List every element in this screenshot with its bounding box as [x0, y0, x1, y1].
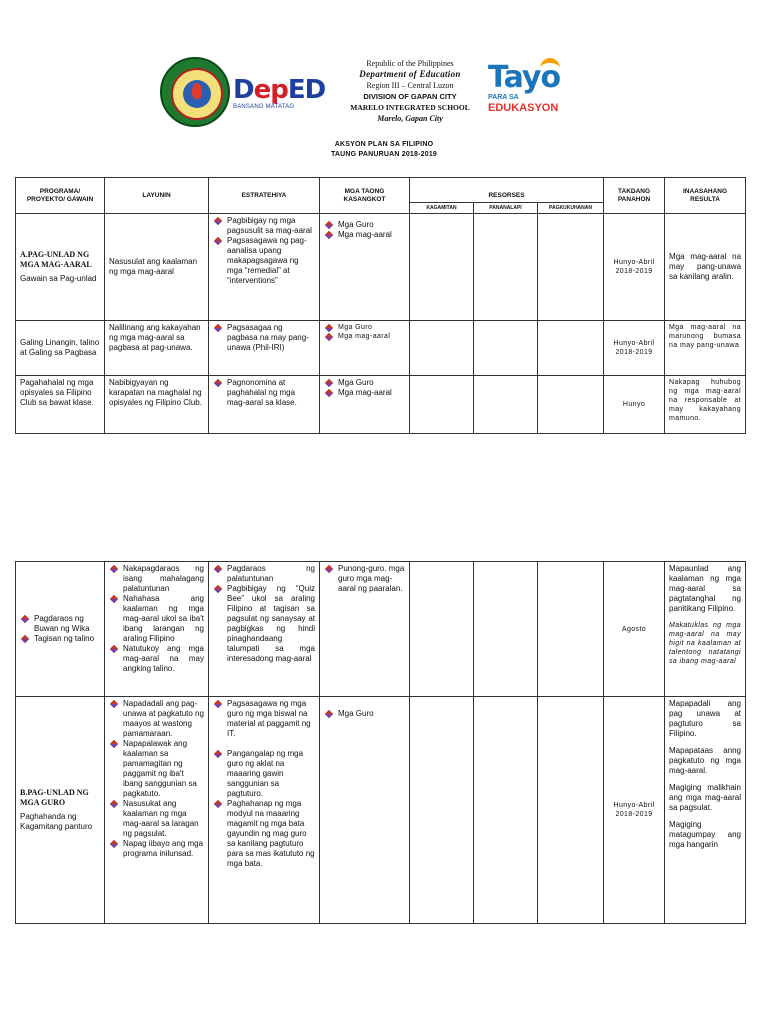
school-seal-logo — [160, 57, 230, 127]
cell-programa: Galing Linangin, talino at Galing sa Pagbasa — [16, 321, 105, 376]
list-item: Napag iibayo ang mga programa inilunsad. — [109, 839, 204, 859]
header-resorses: RESORSES — [410, 178, 604, 203]
cell-resulta: Mga mag-aaral na marunong bumasa na may pang-unawa — [665, 321, 746, 376]
deped-logo — [233, 75, 326, 118]
cheering-figure-icon — [540, 58, 560, 79]
cell-estratehiya — [209, 214, 320, 321]
list-item: Mga Guro — [324, 220, 405, 230]
cell-kasangkot — [320, 321, 410, 376]
cell-programa — [16, 214, 105, 321]
program-subtitle: Paghahanda ng Kagamitang panturo — [20, 812, 93, 831]
cell-pananalapi — [474, 562, 538, 697]
department-line: Department of Education — [359, 69, 461, 79]
cell-pagkukuhanan — [538, 562, 604, 697]
list-item: Pagnonomina at paghahalal ng mga mag-aaral sa klase. — [213, 378, 315, 408]
cell-takdang: Hunyo — [604, 376, 665, 434]
cell-layunin: Nalilinang ang kakayahan ng mga mag-aaral sa pagbasa at pag-unawa. — [105, 321, 209, 376]
list-item: Mga Guro — [324, 323, 405, 332]
list-item: Paghahanap ng mga modyul na maaaring magamit ng mga bata gayundin ng mag guro sa kanilang pagtuturo para sa mas ikatututo ng mga bata. — [213, 799, 315, 869]
cell-kasangkot — [320, 697, 410, 924]
cell-layunin: Nabibigyayan ng karapatan na maghalal ng opisyales ng Filipino Club. — [105, 376, 209, 434]
cell-kagamitan — [410, 214, 474, 321]
list-item: Mga Guro — [324, 709, 405, 719]
cell-takdang: Hunyo-Abril 2018-2019 — [604, 321, 665, 376]
result-text: Magiging matagumpay ang mga hangarin — [669, 820, 741, 849]
tayo-wordmark: Tayo — [488, 60, 561, 95]
seal-core — [183, 80, 211, 108]
list-item: Pagdaraos ng Buwan ng Wika — [20, 614, 100, 634]
cell-pananalapi — [474, 321, 538, 376]
cell-takdang: Hunyo-Abril 2018-2019 — [604, 697, 665, 924]
result-text: Mapaunlad ang kaalaman ng mga mag-aaral sa pagtatanghal ng panitikang Filipino. — [669, 564, 741, 613]
tayo-para-sa-edukasyon-logo — [488, 62, 568, 122]
header-inaasahang-resulta: INAASAHANG RESULTA — [665, 178, 746, 214]
list-item: Mga mag-aaral — [324, 230, 405, 240]
cell-kagamitan — [410, 562, 474, 697]
header-layunin: LAYUNIN — [105, 178, 209, 214]
list-item: Napadadali ang pag-unawa at pagkatuto ng maayos at wastong pamamaraan. — [109, 699, 204, 739]
cell-pagkukuhanan — [538, 697, 604, 924]
cell-resulta: Mga mag-aaral na may pang-unawa sa kanilang aralin. — [665, 214, 746, 321]
division-line: DIVISION OF GAPAN CITY — [363, 92, 457, 101]
list-item: Mga mag-aaral — [324, 332, 405, 341]
result-text: Mapapataas anng pagkatuto ng mga mag-aaral. — [669, 746, 741, 775]
action-plan-table-1 — [15, 177, 746, 434]
tayo-edukasyon: EDUKASYON — [488, 102, 559, 114]
table-row — [16, 376, 746, 434]
cell-kagamitan — [410, 376, 474, 434]
cell-pagkukuhanan — [538, 376, 604, 434]
list-item: Napapalawak ang kaalaman sa pamamagitan ng paggamit ng iba't ibang sanggunian sa pagkatuto. — [109, 739, 204, 799]
table-row — [16, 562, 746, 697]
header-kasangkot: MGA TAONG KASANGKOT — [320, 178, 410, 214]
header-takdang-panahon: TAKDANG PANAHON — [604, 178, 665, 214]
list-item: Pagsasagawa ng mga guro ng mga biswal na material at paggamit ng IT. — [213, 699, 315, 739]
list-item: Tagisan ng talino — [20, 634, 100, 644]
list-item: Mga Guro — [324, 378, 405, 388]
cell-estratehiya — [209, 562, 320, 697]
list-item: Pagdaraos ng palatuntunan — [213, 564, 315, 584]
list-item: Pangangalap ng mga guro ng aklat na maaaring gawin sanggunian sa pagtuturo. — [213, 749, 315, 799]
cell-pagkukuhanan — [538, 321, 604, 376]
cell-programa — [16, 697, 105, 924]
deped-tagline: BANSANG MATATAG — [233, 104, 295, 110]
cell-takdang: Hunyo-Abril 2018-2019 — [604, 214, 665, 321]
school-line: MARELO INTEGRATED SCHOOL — [350, 103, 470, 112]
cell-kagamitan — [410, 697, 474, 924]
cell-resulta — [665, 562, 746, 697]
action-plan-table-2 — [15, 561, 746, 924]
cell-estratehiya — [209, 376, 320, 434]
list-item: Natutukoy ang mga mag-aaral na may angking talino. — [109, 644, 204, 674]
cell-layunin: Nasusulat ang kaalaman ng mga mag-aaral — [105, 214, 209, 321]
list-item: Punong-guro. mga guro mga mag-aaral ng paaralan. — [324, 564, 405, 594]
result-text: Mapapadali ang pag unawa at pagtuturo sa Filipino. — [669, 699, 741, 738]
table-row — [16, 697, 746, 924]
document-title: AKSYON PLAN SA FILIPINO — [334, 141, 434, 148]
header-programa: PROGRAMA/ PROYEKTO/ GAWAIN — [16, 178, 105, 214]
result-text: Magiging malikhain ang mga mag-aaral sa pagsulat. — [669, 783, 741, 812]
cell-estratehiya — [209, 697, 320, 924]
cell-kagamitan — [410, 321, 474, 376]
header-pagkukuhanan: PAGKUKUHANAN — [538, 203, 604, 214]
list-item: Nasusukat ang kaalaman ng mga mag-aaral sa laragan ng pagsulat. — [109, 799, 204, 839]
result-text: Makatuklas ng mga mag-aaral na may higit na kaalaman at talentong natatangi sa ibang mag-aaral — [669, 622, 741, 665]
deped-wordmark: DepED — [233, 75, 326, 105]
republic-line: Republic of the Philippines — [366, 59, 454, 68]
region-line: Region III – Central Luzon — [366, 81, 454, 90]
header-kagamitan: KAGAMITAN — [410, 203, 474, 214]
cell-pagkukuhanan — [538, 214, 604, 321]
list-item: Pagsasagawa ng pag-aanalisa upang makapagsagawa ng mga “remedial” at “interventions” — [213, 236, 315, 286]
cell-layunin — [105, 697, 209, 924]
list-item: Pagbibigay ng mga pagsusulit sa mag-aaral — [213, 216, 315, 236]
list-item: Pagbibigay ng “Quiz Bee” ukol sa araling Filipino at tagisan sa pagsulat ng sanaysay at pagbigkas ng hindi pinaghandaang talumpati sa mga interesadong mag-aaral — [213, 584, 315, 664]
letterhead — [320, 58, 500, 124]
list-item: Nahahasa ang kaalaman ng mga mag-aaral ukol sa iba't ibang larangan ng araling Filipino — [109, 594, 204, 644]
document-subtitle: TAUNG PANURUAN 2018-2019 — [330, 151, 438, 158]
program-heading: A.PAG-UNLAD NG MGA MAG-AARAL — [20, 250, 92, 269]
table-row — [16, 321, 746, 376]
cell-resulta: Nakapag huhubog ng mga mag-aaral na responsable at may kakayahang mamuno. — [665, 376, 746, 434]
list-item: Pagsasagaa ng pagbasa na may pang-unawa (Phil-IRI) — [213, 323, 315, 353]
cell-takdang: Agosto — [604, 562, 665, 697]
program-heading: B.PAG-UNLAD NG MGA GURO — [20, 788, 89, 807]
torch-flame-icon — [192, 83, 202, 99]
list-item: Nakapagdaraos ng isang mahalagang palatuntunan — [109, 564, 204, 594]
cell-kasangkot — [320, 562, 410, 697]
cell-pananalapi — [474, 697, 538, 924]
cell-resulta — [665, 697, 746, 924]
cell-kasangkot — [320, 214, 410, 321]
cell-programa — [16, 562, 105, 697]
address-line: Marelo, Gapan City — [377, 114, 443, 123]
cell-pananalapi — [474, 214, 538, 321]
cell-layunin — [105, 562, 209, 697]
cell-programa: Pagahahalal ng mga opisyales sa Filipino Club sa bawat klase. — [16, 376, 105, 434]
cell-pananalapi — [474, 376, 538, 434]
program-subtitle: Gawain sa Pag-unlad — [20, 274, 97, 283]
header-pananalapi: PANANALAPI — [474, 203, 538, 214]
cell-kasangkot — [320, 376, 410, 434]
tayo-para-sa: PARA SA — [488, 94, 519, 101]
cell-estratehiya — [209, 321, 320, 376]
seal-ring — [171, 68, 223, 120]
header-estratehiya: ESTRATEHIYA — [209, 178, 320, 214]
list-item: Mga mag-aaral — [324, 388, 405, 398]
table-row — [16, 214, 746, 321]
